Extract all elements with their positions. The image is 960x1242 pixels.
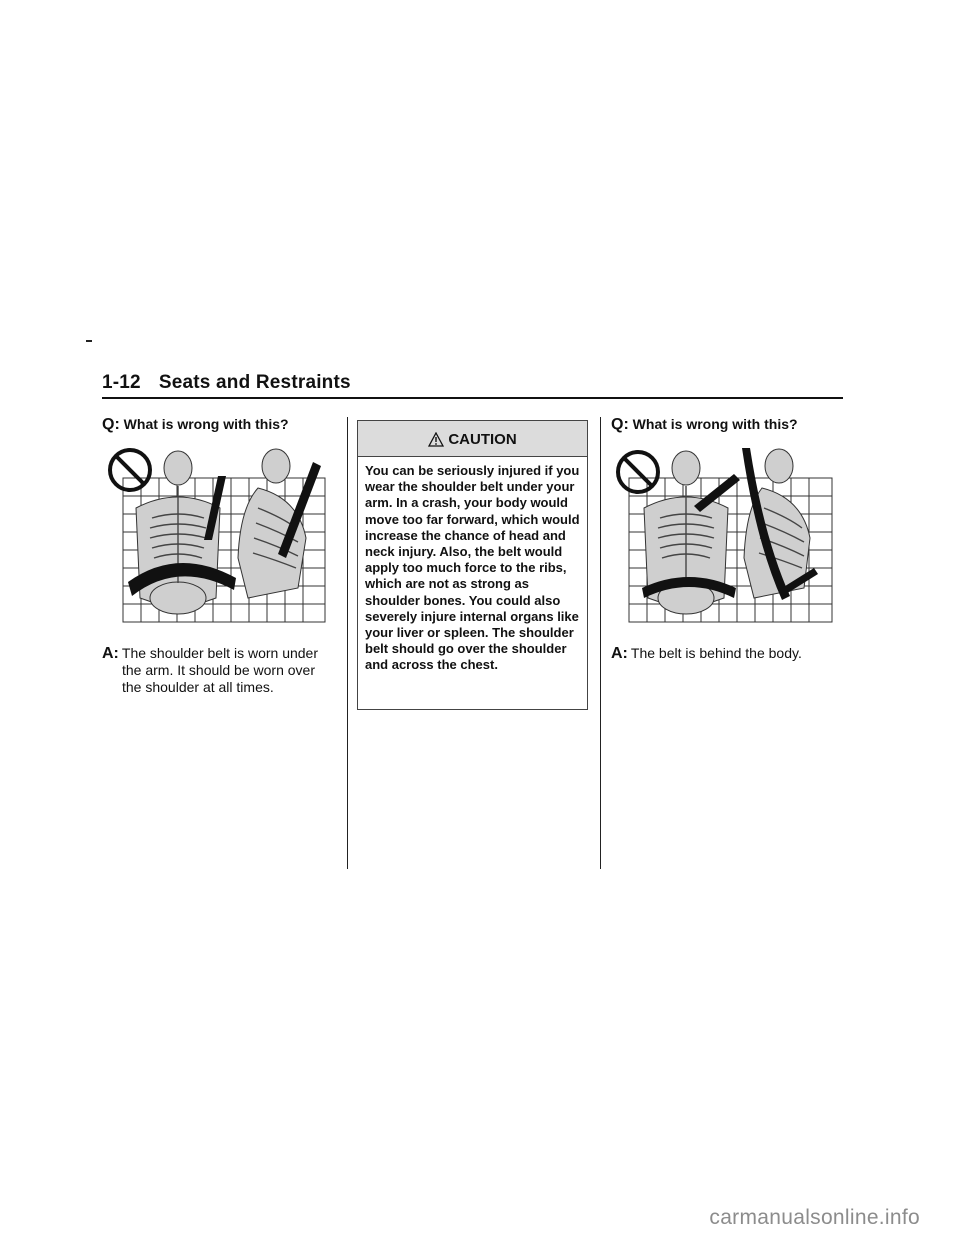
question-label: Q:	[102, 416, 120, 433]
page-header	[102, 372, 842, 398]
question	[102, 416, 334, 434]
caution-box	[357, 420, 588, 710]
right-answer	[611, 645, 843, 662]
right-column	[611, 416, 843, 434]
belt-under-arm-illustration	[108, 448, 330, 626]
question	[611, 416, 843, 434]
question-text: What is wrong with this?	[632, 416, 798, 432]
watermark: carmanualsonline.info	[709, 1206, 920, 1229]
left-column	[102, 416, 334, 434]
column-divider	[600, 417, 601, 869]
caution-title: CAUTION	[448, 431, 517, 448]
belt-behind-body-illustration	[614, 448, 836, 626]
left-answer	[102, 645, 334, 696]
answer-text: The belt is behind the body.	[630, 645, 802, 661]
question-label: Q:	[611, 416, 629, 433]
answer-label: A:	[611, 645, 628, 662]
section-title: Seats and Restraints	[158, 372, 351, 393]
question-text: What is wrong with this?	[123, 416, 289, 432]
caution-header	[358, 421, 587, 457]
page-number: 1-12	[102, 372, 141, 393]
header-rule	[102, 397, 843, 399]
caution-text: You can be seriously injured if you wear the shoulder belt under your arm. In a crash, your body would move too far forward, which would increase the chance of head and neck injury. Also, the belt would apply too much force to the ribs, which are not as strong as shoulder bones. You could also severely injure internal organs like your liver or spleen. The shoulder belt should go over the shoulder and across the chest.	[365, 463, 580, 673]
answer-label: A:	[102, 645, 119, 662]
column-divider	[347, 417, 348, 869]
crop-mark	[86, 340, 92, 342]
answer-text: The shoulder belt is worn under the arm. It should be worn over the shoulder at all times.	[121, 645, 318, 695]
warning-triangle-icon	[428, 432, 444, 448]
